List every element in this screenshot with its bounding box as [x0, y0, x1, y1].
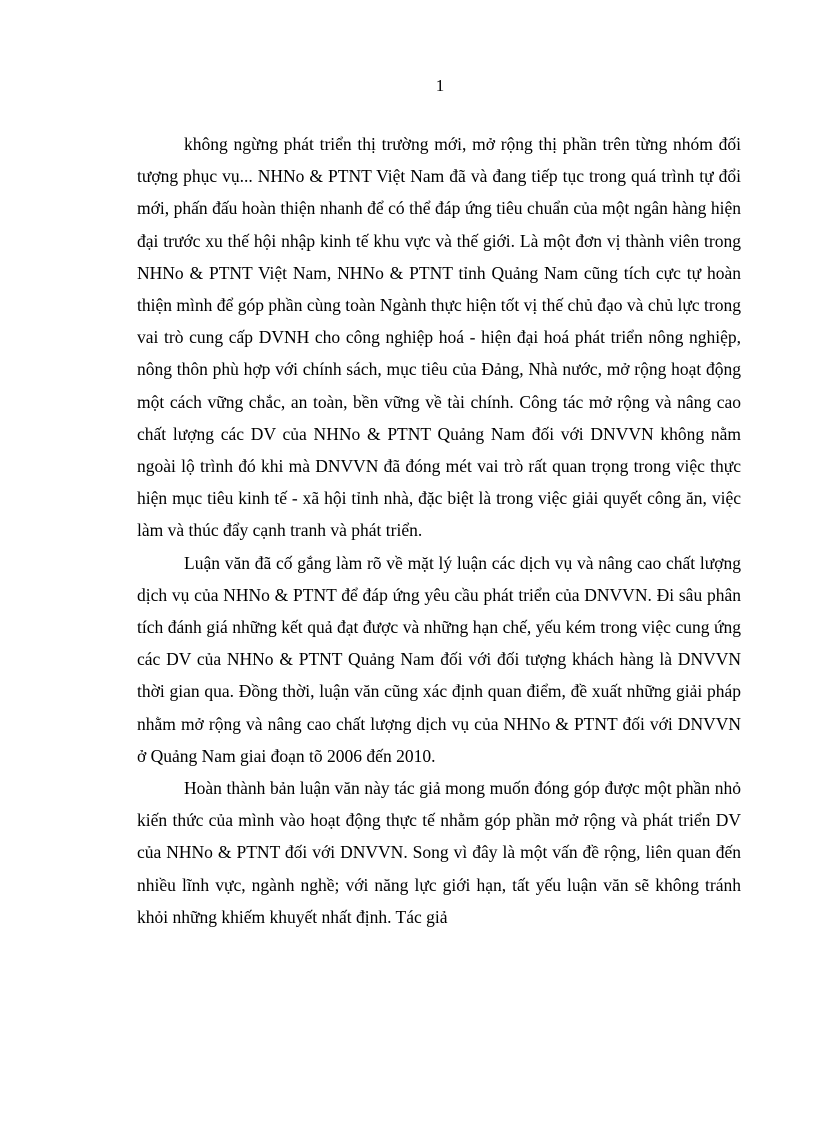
paragraph-1: không ngừng phát triển thị trường mới, mở rộng thị phần trên từng nhóm đối tượng phục vụ... NHNo & PTNT Việt Nam đã và đang tiếp tục trong quá trình tự đổi mới, phấn đấu hoàn thiện nhanh để có thể đáp ứng tiêu chuẩn của một ngân hàng hiện đại trước xu thế hội nhập kinh tế khu vực và thế giới. Là một đơn vị thành viên trong NHNo & PTNT Việt Nam, NHNo & PTNT tỉnh Quảng Nam cũng tích cực tự hoàn thiện mình để góp phần cùng toàn Ngành thực hiện tốt vị thế chủ đạo và chủ lực trong vai trò cung cấp DVNH cho công nghiệp hoá - hiện đại hoá phát triển nông nghiệp, nông thôn phù hợp với chính sách, mục tiêu của Đảng, Nhà nước, mở rộng hoạt động một cách vững chắc, an toàn, bền vững về tài chính. Công tác mở rộng và nâng cao chất lượng các DV của NHNo & PTNT Quảng Nam đối với DNVVN không nằm ngoài lộ trình đó khi mà DNVVN đã đóng mét vai trò rất quan trọng trong việc thực hiện mục tiêu kinh tế - xã hội tỉnh nhà, đặc biệt là trong việc giải quyết công ăn, việc làm và thúc đẩy cạnh tranh và phát triển.: [137, 134, 741, 541]
paragraph-3: Hoàn thành bản luận văn này tác giả mong muốn đóng góp được một phần nhỏ kiến thức của mình vào hoạt động thực tế nhằm góp phần mở rộng và phát triển DV của NHNo & PTNT đối với DNVVN. Song vì đây là một vấn đề rộng, liên quan đến nhiều lĩnh vực, ngành nghề; với năng lực giới hạn, tất yếu luận văn sẽ không tránh khỏi những khiếm khuyết nhất định. Tác giả: [137, 778, 741, 927]
page-number: 1: [435, 76, 445, 95]
body-text: [137, 128, 741, 933]
paragraph-2: Luận văn đã cố gắng làm rõ về mặt lý luận các dịch vụ và nâng cao chất lượng dịch vụ của NHNo & PTNT để đáp ứng yêu cầu phát triển của DNVVN. Đi sâu phân tích đánh giá những kết quả đạt được và những hạn chế, yếu kém trong việc cung ứng các DV của NHNo & PTNT Quảng Nam đối với đối tượng khách hàng là DNVVN thời gian qua. Đồng thời, luận văn cũng xác định quan điểm, đề xuất những giải pháp nhằm mở rộng và nâng cao chất lượng dịch vụ của NHNo & PTNT đối với DNVVN ở Quảng Nam giai đoạn tõ 2006 đến 2010.: [137, 552, 741, 766]
